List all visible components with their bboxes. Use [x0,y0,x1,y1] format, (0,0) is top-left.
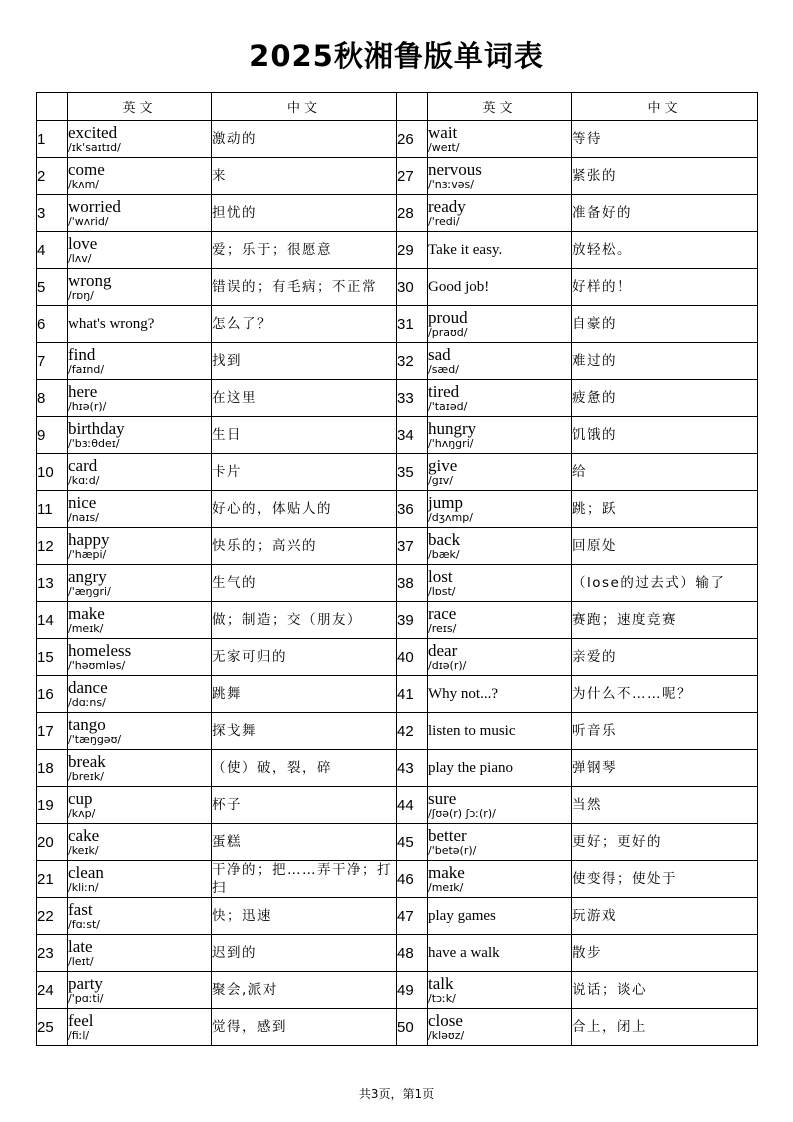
phonetic-transcription: /'hæpi/ [68,548,107,561]
entry-english [428,787,572,824]
entry-number: 34 [397,417,428,454]
entry-number: 1 [37,121,68,158]
entry-number: 30 [397,269,428,306]
english-word: back [428,530,461,549]
english-word: ready [428,197,466,216]
entry-chinese: 亲爱的 [572,639,758,676]
phonetic-transcription: /naɪs/ [68,511,99,524]
entry-number: 45 [397,824,428,861]
table-row [37,528,758,565]
entry-number: 50 [397,1009,428,1046]
entry-chinese: 错误的；有毛病；不正常 [212,269,397,306]
entry-chinese: 生日 [212,417,397,454]
entry-chinese: 来 [212,158,397,195]
entry-english [428,898,572,935]
english-word: nervous [428,160,482,179]
english-word: tired [428,382,460,401]
vocabulary-table [36,92,758,1046]
english-phrase: listen to music [428,722,516,739]
entry-english [428,972,572,1009]
english-word: angry [68,567,107,586]
english-word: close [428,1011,463,1030]
table-row [37,158,758,195]
entry-english [428,343,572,380]
entry-number: 12 [37,528,68,565]
phonetic-transcription: /ʃʊə(r) ʃɔː(r)/ [428,807,496,820]
english-word: proud [428,308,468,327]
table-row [37,824,758,861]
entry-number: 47 [397,898,428,935]
entry-chinese: 快乐的；高兴的 [212,528,397,565]
entry-chinese: 杯子 [212,787,397,824]
entry-english [428,306,572,343]
entry-english [428,121,572,158]
entry-english [428,1009,572,1046]
entry-number: 20 [37,824,68,861]
entry-chinese: 饥饿的 [572,417,758,454]
phonetic-transcription: /praʊd/ [428,326,468,339]
entry-number: 13 [37,565,68,602]
english-word: tango [68,715,106,734]
english-word: find [68,345,96,364]
entry-english [428,676,572,713]
entry-english [428,417,572,454]
english-word: love [68,234,98,253]
phonetic-transcription: /breɪk/ [68,770,104,783]
entry-number: 28 [397,195,428,232]
entry-english [428,935,572,972]
english-phrase: Take it easy. [428,241,503,258]
table-row [37,602,758,639]
entry-number: 29 [397,232,428,269]
entry-chinese: 当然 [572,787,758,824]
header-english-left: 英文 [68,93,212,121]
phonetic-transcription: /sæd/ [428,363,459,376]
entry-chinese: 干净的；把……弄干净；打扫 [212,861,397,898]
page-footer: 共3页，第1页 [358,1087,435,1101]
entry-number: 27 [397,158,428,195]
entry-english [68,935,212,972]
english-word: jump [428,493,463,512]
phonetic-transcription: /keɪk/ [68,844,99,857]
entry-chinese: 弹钢琴 [572,750,758,787]
entry-number: 15 [37,639,68,676]
entry-chinese: 担忧的 [212,195,397,232]
entry-chinese: 爱；乐于；很愿意 [212,232,397,269]
entry-chinese: 蛋糕 [212,824,397,861]
entry-english [428,454,572,491]
entry-chinese: 跳；跃 [572,491,758,528]
entry-english [68,713,212,750]
entry-english [68,972,212,1009]
entry-number: 11 [37,491,68,528]
english-word: late [68,937,93,956]
entry-english [68,676,212,713]
entry-number: 16 [37,676,68,713]
phonetic-transcription: /'taɪəd/ [428,400,468,413]
english-word: happy [68,530,110,549]
entry-english [68,380,212,417]
phonetic-transcription: /bæk/ [428,548,460,561]
entry-chinese: 合上，闭上 [572,1009,758,1046]
entry-english [428,713,572,750]
english-word: card [68,456,98,475]
english-word: cup [68,789,93,808]
entry-chinese: 赛跑；速度竞赛 [572,602,758,639]
table-row [37,491,758,528]
english-word: give [428,456,458,475]
entry-english [428,380,572,417]
phonetic-transcription: /dɑːns/ [68,696,106,709]
phonetic-transcription: /tɔːk/ [428,992,456,1005]
entry-number: 19 [37,787,68,824]
entry-english [428,824,572,861]
phonetic-transcription: /kʌp/ [68,807,96,820]
english-word: come [68,160,105,179]
table-header-row [37,93,758,121]
english-word: make [428,863,465,882]
entry-chinese: 使变得；使处于 [572,861,758,898]
entry-number: 18 [37,750,68,787]
entry-english [428,195,572,232]
entry-english [428,269,572,306]
english-word: talk [428,974,454,993]
entry-number: 36 [397,491,428,528]
entry-number: 44 [397,787,428,824]
entry-number: 25 [37,1009,68,1046]
entry-number: 40 [397,639,428,676]
entry-number: 23 [37,935,68,972]
entry-chinese: 迟到的 [212,935,397,972]
table-row [37,195,758,232]
entry-english [428,861,572,898]
entry-chinese: 回原处 [572,528,758,565]
phonetic-transcription: /lɒst/ [428,585,456,598]
phonetic-transcription: /lʌv/ [68,252,92,265]
entry-chinese: 好样的！ [572,269,758,306]
phonetic-transcription: /kʌm/ [68,178,100,191]
phonetic-transcription: /'tæŋgəʊ/ [68,733,122,746]
entry-chinese: 快；迅速 [212,898,397,935]
english-word: make [68,604,105,623]
entry-english [68,639,212,676]
entry-english [68,158,212,195]
entry-chinese: 好心的，体贴人的 [212,491,397,528]
entry-number: 42 [397,713,428,750]
entry-number: 5 [37,269,68,306]
entry-number: 33 [397,380,428,417]
phonetic-transcription: /kləʊz/ [428,1029,465,1042]
entry-chinese: 激动的 [212,121,397,158]
phonetic-transcription: /meɪk/ [68,622,104,635]
entry-number: 8 [37,380,68,417]
entry-chinese: （lose的过去式）输了 [572,565,758,602]
header-english-right: 英文 [428,93,572,121]
english-word: lost [428,567,453,586]
entry-number: 10 [37,454,68,491]
phonetic-transcription: /weɪt/ [428,141,460,154]
entry-number: 4 [37,232,68,269]
english-word: excited [68,123,118,142]
entry-chinese: 为什么不……呢？ [572,676,758,713]
phonetic-transcription: /hɪə(r)/ [68,400,107,413]
phonetic-transcription: /dʒʌmp/ [428,511,473,524]
english-word: wait [428,123,458,142]
entry-chinese: 聚会,派对 [212,972,397,1009]
entry-english [428,602,572,639]
entry-chinese: 等待 [572,121,758,158]
page-title: 2025秋湘鲁版单词表 [249,39,544,73]
entry-number: 7 [37,343,68,380]
entry-number: 49 [397,972,428,1009]
english-word: sad [428,345,451,364]
english-phrase: Why not...? [428,685,498,702]
entry-number: 46 [397,861,428,898]
entry-number: 14 [37,602,68,639]
entry-number: 17 [37,713,68,750]
phonetic-transcription: /dɪə(r)/ [428,659,467,672]
header-chinese-right: 中文 [572,93,758,121]
header-num-right [397,93,428,121]
table-row [37,121,758,158]
entry-english [68,528,212,565]
entry-english [68,232,212,269]
english-word: nice [68,493,97,512]
phonetic-transcription: /leɪt/ [68,955,94,968]
table-row [37,861,758,898]
entry-number: 24 [37,972,68,1009]
header-chinese-left: 中文 [212,93,397,121]
entry-number: 9 [37,417,68,454]
entry-english [68,787,212,824]
table-row [37,787,758,824]
entry-number: 32 [397,343,428,380]
entry-chinese: （使）破，裂，碎 [212,750,397,787]
table-row [37,898,758,935]
entry-chinese: 生气的 [212,565,397,602]
entry-chinese: 散步 [572,935,758,972]
entry-english [68,306,212,343]
entry-chinese: 紧张的 [572,158,758,195]
entry-english [68,750,212,787]
english-word: worried [68,197,121,216]
table-row [37,935,758,972]
entry-chinese: 探戈舞 [212,713,397,750]
phonetic-transcription: /kliːn/ [68,881,99,894]
entry-english [68,824,212,861]
entry-number: 21 [37,861,68,898]
entry-english [428,528,572,565]
table-row [37,343,758,380]
entry-english [428,232,572,269]
entry-chinese: 给 [572,454,758,491]
table-row [37,565,758,602]
english-word: cake [68,826,100,845]
entry-chinese: 卡片 [212,454,397,491]
entry-chinese: 在这里 [212,380,397,417]
entry-chinese: 放轻松。 [572,232,758,269]
entry-number: 35 [397,454,428,491]
entry-chinese: 难过的 [572,343,758,380]
entry-number: 38 [397,565,428,602]
entry-english [68,491,212,528]
english-word: feel [68,1011,94,1030]
table-row [37,306,758,343]
entry-chinese: 说话；谈心 [572,972,758,1009]
phonetic-transcription: /faɪnd/ [68,363,105,376]
phonetic-transcription: /'redi/ [428,215,460,228]
entry-number: 48 [397,935,428,972]
entry-english [68,565,212,602]
entry-number: 43 [397,750,428,787]
phonetic-transcription: /gɪv/ [428,474,453,487]
phonetic-transcription: /'bɜːθdeɪ/ [68,437,120,450]
entry-english [68,417,212,454]
table-row [37,750,758,787]
entry-number: 41 [397,676,428,713]
entry-chinese: 听音乐 [572,713,758,750]
entry-english [428,750,572,787]
english-word: clean [68,863,104,882]
entry-chinese: 怎么了？ [212,306,397,343]
phonetic-transcription: /'betə(r)/ [428,844,477,857]
table-row [37,1009,758,1046]
table-row [37,232,758,269]
table-row [37,380,758,417]
table-row [37,417,758,454]
phonetic-transcription: /ɪk'saɪtɪd/ [68,141,121,154]
english-phrase: play games [428,907,496,924]
phonetic-transcription: /'həʊmləs/ [68,659,126,672]
table-row [37,972,758,1009]
english-word: fast [68,900,93,919]
entry-number: 26 [397,121,428,158]
entry-number: 3 [37,195,68,232]
phonetic-transcription: /'wʌrid/ [68,215,109,228]
entry-english [68,898,212,935]
entry-number: 22 [37,898,68,935]
entry-chinese: 觉得，感到 [212,1009,397,1046]
english-phrase: play the piano [428,759,513,776]
entry-chinese: 更好；更好的 [572,824,758,861]
english-phrase: what's wrong? [68,315,155,332]
english-word: dance [68,678,108,697]
phonetic-transcription: /'æŋgri/ [68,585,111,598]
entry-chinese: 疲惫的 [572,380,758,417]
table-row [37,269,758,306]
entry-english [68,269,212,306]
english-word: dear [428,641,458,660]
english-word: better [428,826,467,845]
table-row [37,639,758,676]
english-phrase: have a walk [428,944,500,961]
table-row [37,676,758,713]
entry-english [68,343,212,380]
english-word: race [428,604,457,623]
entry-english [428,158,572,195]
entry-english [428,639,572,676]
vocabulary-body [37,121,758,1046]
header-num-left [37,93,68,121]
entry-english [428,565,572,602]
entry-number: 37 [397,528,428,565]
english-phrase: Good job! [428,278,490,295]
phonetic-transcription: /'pɑːti/ [68,992,104,1005]
entry-number: 31 [397,306,428,343]
entry-chinese: 无家可归的 [212,639,397,676]
entry-chinese: 跳舞 [212,676,397,713]
english-word: here [68,382,98,401]
phonetic-transcription: /meɪk/ [428,881,464,894]
english-word: party [68,974,103,993]
entry-english [68,861,212,898]
entry-english [68,195,212,232]
english-word: sure [428,789,457,808]
phonetic-transcription: /kɑːd/ [68,474,100,487]
english-word: homeless [68,641,132,660]
phonetic-transcription: /reɪs/ [428,622,457,635]
entry-chinese: 做；制造；交（朋友） [212,602,397,639]
entry-english [68,602,212,639]
entry-chinese: 自豪的 [572,306,758,343]
entry-number: 2 [37,158,68,195]
entry-english [428,491,572,528]
table-row [37,713,758,750]
phonetic-transcription: /fiːl/ [68,1029,90,1042]
phonetic-transcription: /'nɜːvəs/ [428,178,474,191]
entry-english [68,454,212,491]
entry-chinese: 找到 [212,343,397,380]
entry-number: 39 [397,602,428,639]
english-word: break [68,752,106,771]
phonetic-transcription: /'hʌŋgri/ [428,437,474,450]
phonetic-transcription: /fɑːst/ [68,918,101,931]
entry-english [68,121,212,158]
entry-number: 6 [37,306,68,343]
english-word: birthday [68,419,125,438]
entry-chinese: 准备好的 [572,195,758,232]
phonetic-transcription: /rɒŋ/ [68,289,94,302]
entry-english [68,1009,212,1046]
table-row [37,454,758,491]
entry-chinese: 玩游戏 [572,898,758,935]
english-word: hungry [428,419,477,438]
english-word: wrong [68,271,112,290]
